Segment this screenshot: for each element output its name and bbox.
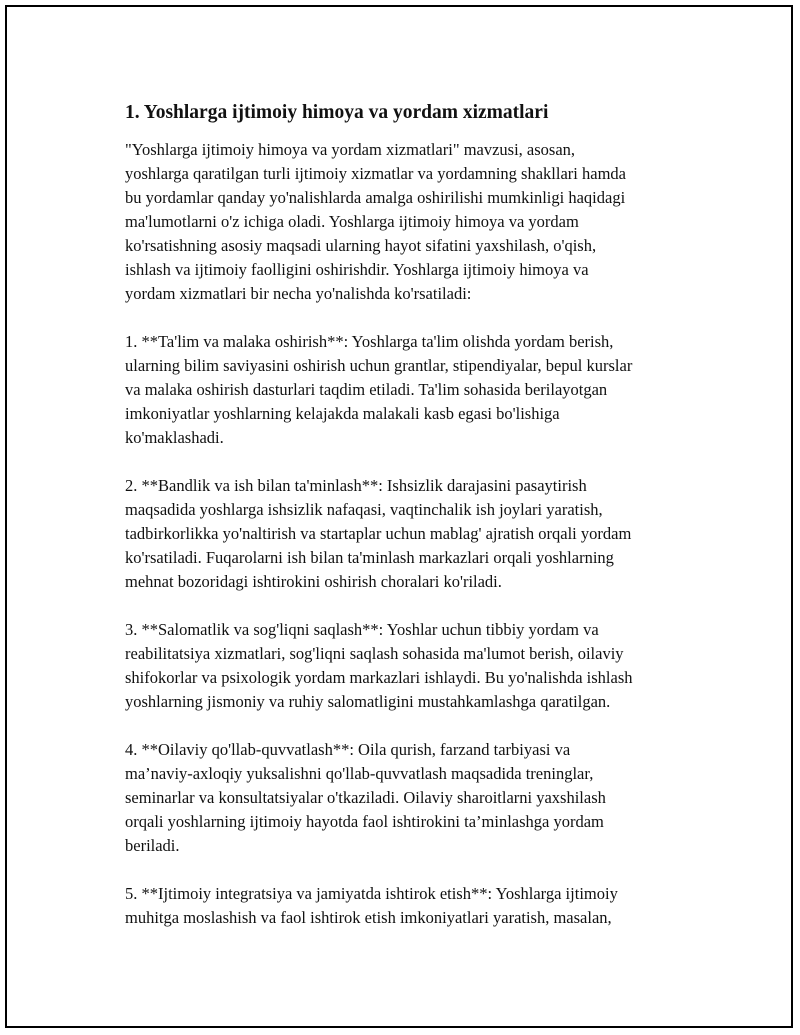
- paragraph-health: 3. **Salomatlik va sog'liqni saqlash**: Yoshlar uchun tibbiy yordam va reabilitatsiya xizmatlari, sog'liqni saqlash sohasida ma'lumot berish, oilaviy shifokorlar va psixologik yordam markazlari ishlaydi. Bu yo'nalishda ishlash yoshlarning jismoniy va ruhiy salomatligini mustahkamlashga qaratilgan.: [125, 620, 633, 711]
- paragraph-employment: 2. **Bandlik va ish bilan ta'minlash**: Ishsizlik darajasini pasaytirish maqsadida yoshlarga ishsizlik nafaqasi, vaqtinchalik ish joylari yaratish, tadbirkorlikka yo'naltirish va startaplar uchun mablag' ajratish orqali yordam ko'rsatiladi. Fuqarolarni ish bilan ta'minlash markazlari orqali yoshlarning mehnat bozoridagi ishtirokini oshirish choralari ko'riladi.: [125, 476, 632, 591]
- section-heading: 1. Yoshlarga ijtimoiy himoya va yordam xizmatlari: [125, 102, 549, 123]
- document-body: [125, 100, 705, 954]
- page-frame: [5, 5, 793, 1028]
- paragraph-family-support: 4. **Oilaviy qo'llab-quvvatlash**: Oila qurish, farzand tarbiyasi va ma’naviy-axloqiy yuksalishni qo'llab-quvvatlash maqsadida treninglar, seminarlar va konsultatsiyalar o'tkaziladi. Oilaviy sharoitlarni yaxshilash orqali yoshlarning ijtimoiy hayotda faol ishtirokini ta’minlashga yordam beriladi.: [125, 740, 606, 855]
- intro-paragraph: "Yoshlarga ijtimoiy himoya va yordam xizmatlari" mavzusi, asosan, yoshlarga qaratilgan turli ijtimoiy xizmatlar va yordamning shakllari hamda bu yordamlar qanday yo'nalishlarda amalga oshirilishi mumkinligi haqidagi ma'lumotlarni o'z ichiga oladi. Yoshlarga ijtimoiy himoya va yordam ko'rsatishning asosiy maqsadi ularning hayot sifatini yaxshilash, o'qish, ishlash va ijtimoiy faolligini oshirishdir. Yoshlarga ijtimoiy himoya va yordam xizmatlari bir necha yo'nalishda ko'rsatiladi:: [125, 140, 626, 303]
- paragraph-education: 1. **Ta'lim va malaka oshirish**: Yoshlarga ta'lim olishda yordam berish, ularning bilim saviyasini oshirish uchun grantlar, stipendiyalar, bepul kurslar va malaka oshirish dasturlari taqdim etiladi. Ta'lim sohasida berilayotgan imkoniyatlar yoshlarning kelajakda malakali kasb egasi bo'lishiga ko'maklashadi.: [125, 332, 633, 447]
- paragraph-social-integration: 5. **Ijtimoiy integratsiya va jamiyatda ishtirok etish**: Yoshlarga ijtimoiy muhitga moslashish va faol ishtirok etish imkoniyatlari yaratish, masalan,: [125, 884, 618, 927]
